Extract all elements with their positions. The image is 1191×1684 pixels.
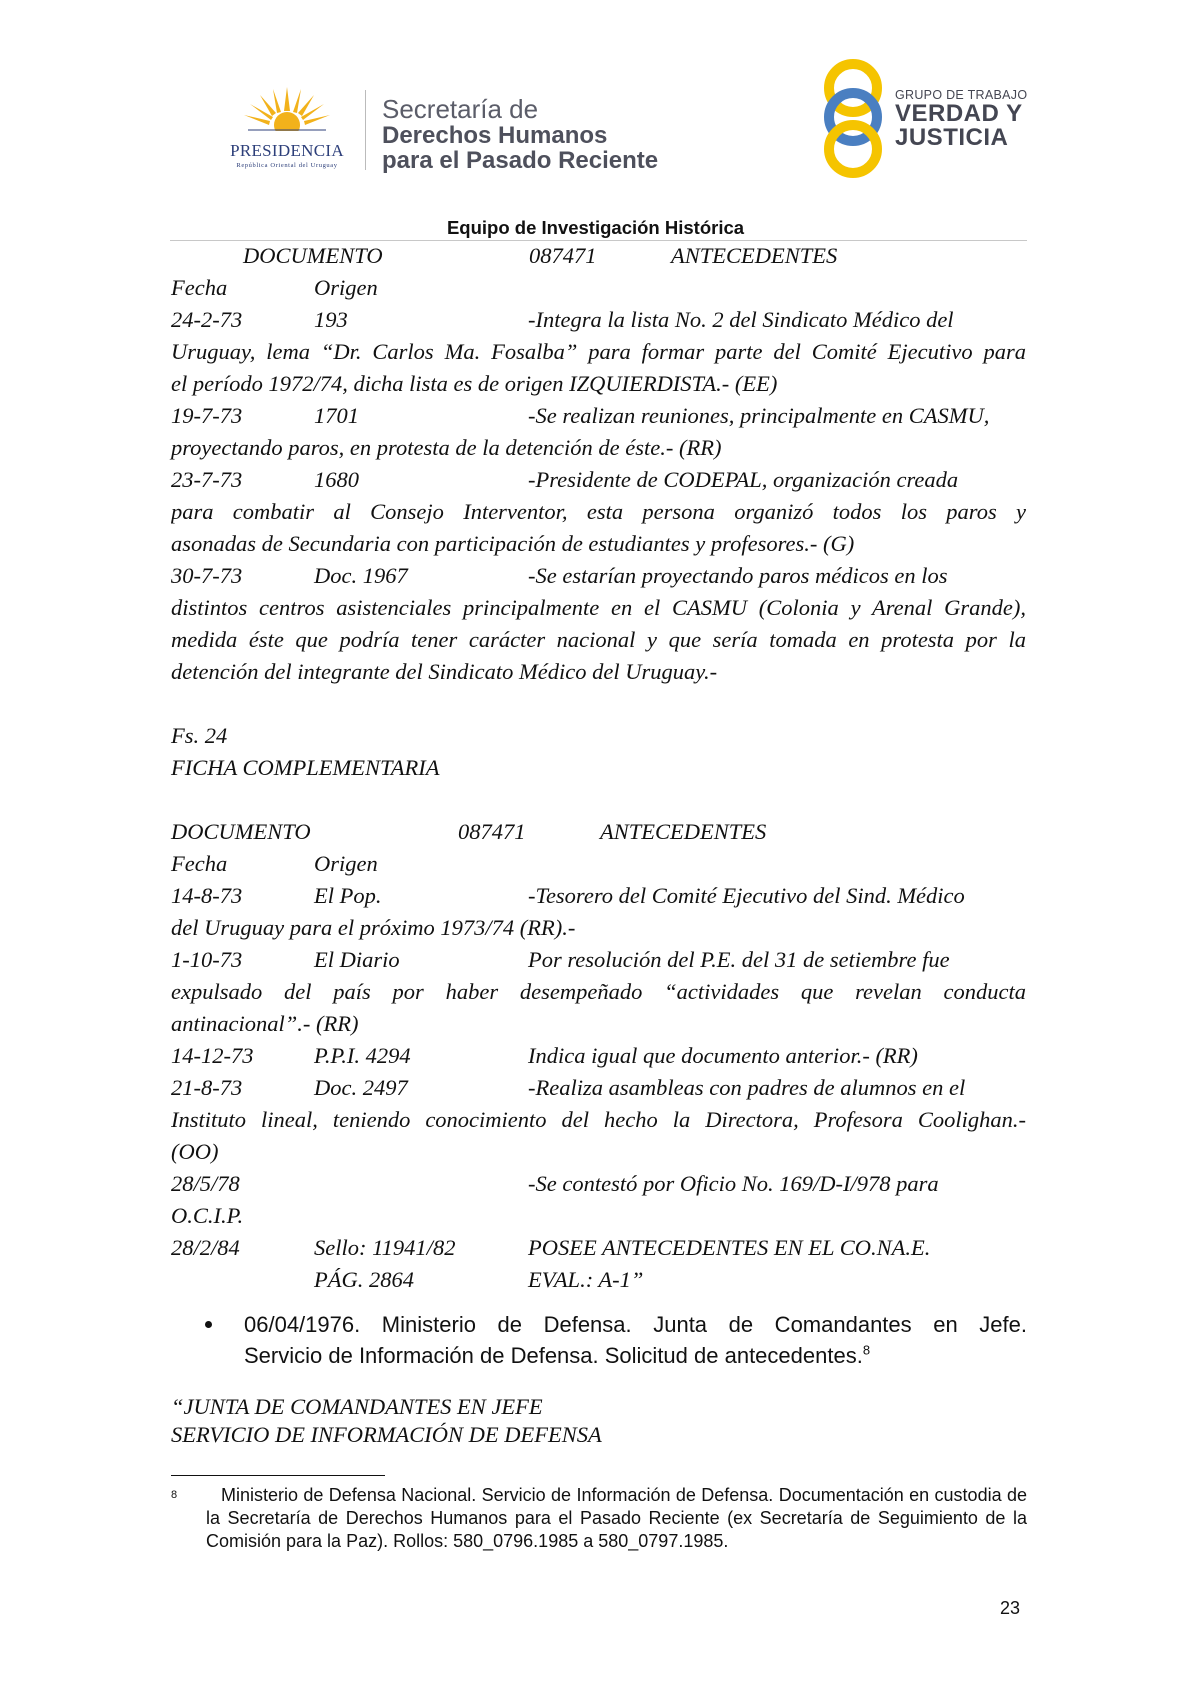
entry-date: 28/2/84 bbox=[171, 1235, 240, 1260]
entry-origin: El Pop. bbox=[314, 883, 382, 908]
entry-text: Indica igual que documento anterior.- (RR) bbox=[528, 1043, 918, 1068]
quote-heading bbox=[171, 1393, 602, 1449]
entry-text: POSEE ANTECEDENTES EN EL CO.NA.E. bbox=[528, 1235, 931, 1260]
entry-continuation: (OO) bbox=[171, 1139, 219, 1164]
col-origen: Origen bbox=[314, 851, 378, 876]
bullet-line-1: 06/04/1976. Ministerio de Defensa. Junta de Comandantes en Jefe. bbox=[244, 1312, 1027, 1337]
record-header bbox=[171, 240, 1026, 272]
entry-date: 24-2-73 bbox=[171, 307, 243, 332]
secretaria-line-2: Derechos Humanos bbox=[382, 122, 608, 149]
presidencia-name: PRESIDENCIA bbox=[230, 141, 344, 160]
entry-continuation: medida éste que podría tener carácter nacional y que sería tomada en protesta por la bbox=[171, 627, 1026, 652]
col-origen: Origen bbox=[314, 275, 378, 300]
document-body bbox=[171, 240, 1026, 1296]
record-doc-number: 087471 bbox=[529, 243, 597, 268]
entry-text: -Integra la lista No. 2 del Sindicato Médico del bbox=[528, 307, 954, 332]
verdad-justicia-text bbox=[895, 88, 1027, 150]
entry-continuation: asonadas de Secundaria con participación de estudiantes y profesores.- (G) bbox=[171, 531, 855, 556]
record-doc-label: DOCUMENTO bbox=[243, 243, 383, 268]
entry-continuation: Uruguay, lema “Dr. Carlos Ma. Fosalba” para formar parte del Comité Ejecutivo para bbox=[171, 339, 1026, 364]
entry-row bbox=[171, 400, 1026, 432]
entry-text: -Tesorero del Comité Ejecutivo del Sind. Médico bbox=[528, 883, 965, 908]
column-headers bbox=[171, 848, 1026, 880]
entry-origin: 193 bbox=[314, 307, 348, 332]
entry-text: -Se estarían proyectando paros médicos en los bbox=[528, 563, 948, 588]
entry-text: -Realiza asambleas con padres de alumnos en el bbox=[528, 1075, 966, 1100]
record-doc-label: DOCUMENTO bbox=[171, 819, 311, 844]
footnote-number: 8 bbox=[171, 1489, 178, 1501]
logo-divider bbox=[365, 90, 366, 170]
secretaria-logo-text bbox=[382, 95, 658, 173]
entry-row bbox=[171, 944, 1026, 976]
record-doc-number: 087471 bbox=[458, 819, 526, 844]
entry-continuation: O.C.I.P. bbox=[171, 1203, 244, 1228]
page-header bbox=[0, 0, 1191, 240]
entry-date: 14-12-73 bbox=[171, 1043, 254, 1068]
entry-origin-extra: PÁG. 2864 bbox=[314, 1267, 414, 1292]
entry-date: 14-8-73 bbox=[171, 883, 243, 908]
entry-continuation: proyectando paros, en protesta de la detención de éste.- (RR) bbox=[171, 435, 722, 460]
entry-continuation: distintos centros asistenciales principalmente en el CASMU (Colonia y Arenal Grande), bbox=[171, 595, 1026, 620]
entry-text: -Presidente de CODEPAL, organización creada bbox=[528, 467, 959, 492]
entry-row bbox=[171, 1264, 1026, 1296]
grupo-line-1: GRUPO DE TRABAJO bbox=[895, 88, 1028, 102]
entry-row bbox=[171, 1040, 1026, 1072]
entry-origin: 1680 bbox=[314, 467, 359, 492]
entry-row bbox=[171, 1072, 1026, 1104]
entry-date: 30-7-73 bbox=[171, 563, 243, 588]
entry-row bbox=[171, 1232, 1026, 1264]
entry-date: 21-8-73 bbox=[171, 1075, 243, 1100]
secretaria-line-1: Secretaría de bbox=[382, 94, 539, 124]
entry-origin: Sello: 11941/82 bbox=[314, 1235, 456, 1260]
entry-text: -Se contestó por Oficio No. 169/D-I/978 para bbox=[528, 1171, 939, 1196]
entry-origin: Doc. 2497 bbox=[314, 1075, 408, 1100]
entry-continuation: detención del integrante del Sindicato Médico del Uruguay.- bbox=[171, 659, 718, 684]
secretaria-line-3: para el Pasado Reciente bbox=[382, 147, 659, 174]
footnote-text: Ministerio de Defensa Nacional. Servicio de Información de Defensa. Documentación en custodia de la Secretaría de Derechos Humanos para el Pasado Reciente (ex Secretaría de Seguimiento de la Comisión para la Paz). Rollos: 580_0796.1985 a 580_0797.1985. bbox=[206, 1485, 1027, 1551]
entry-continuation: para combatir al Consejo Interventor, esta persona organizó todos los paros y bbox=[171, 499, 1026, 524]
grupo-line-3: JUSTICIA bbox=[895, 124, 1009, 151]
entry-date: 23-7-73 bbox=[171, 467, 243, 492]
col-fecha: Fecha bbox=[171, 851, 228, 876]
entry-row bbox=[171, 1168, 1026, 1200]
record-ant-label: ANTECEDENTES bbox=[671, 243, 838, 268]
bullet-line-2-text: Servicio de Información de Defensa. Solicitud de antecedentes. bbox=[244, 1343, 863, 1368]
footnote-reference[interactable]: 8 bbox=[862, 1342, 871, 1358]
presidencia-logo bbox=[212, 85, 362, 175]
entry-continuation: el período 1972/74, dicha lista es de origen IZQUIERDISTA.- (EE) bbox=[171, 371, 778, 396]
entry-row bbox=[171, 560, 1026, 592]
quote-line-2: SERVICIO DE INFORMACIÓN DE DEFENSA bbox=[171, 1422, 602, 1447]
sun-icon bbox=[240, 85, 334, 143]
entry-row bbox=[171, 464, 1026, 496]
entry-date: 1-10-73 bbox=[171, 947, 243, 972]
entry-origin: 1701 bbox=[314, 403, 359, 428]
entry-continuation: expulsado del país por haber desempeñado “actividades que revelan conducta bbox=[171, 979, 1026, 1004]
team-title: Equipo de Investigación Histórica bbox=[446, 217, 745, 238]
entry-text: -Se realizan reuniones, principalmente en CASMU, bbox=[528, 403, 990, 428]
entry-continuation: Instituto lineal, teniendo conocimiento del hecho la Directora, Profesora Coolighan.- bbox=[171, 1107, 1026, 1132]
footnote-separator bbox=[171, 1475, 385, 1476]
entry-date: 28/5/78 bbox=[171, 1171, 240, 1196]
presidencia-subtitle: República Oriental del Uruguay bbox=[236, 162, 338, 169]
entry-continuation: del Uruguay para el próximo 1973/74 (RR).- bbox=[171, 915, 576, 940]
entry-origin: Doc. 1967 bbox=[314, 563, 408, 588]
entry-text-extra: EVAL.: A-1” bbox=[528, 1267, 644, 1292]
bullet-icon bbox=[205, 1321, 212, 1328]
entry-text: Por resolución del P.E. del 31 de setiembre fue bbox=[528, 947, 950, 972]
entry-date: 19-7-73 bbox=[171, 403, 243, 428]
entry-continuation: antinacional”.- (RR) bbox=[171, 1011, 359, 1036]
entry-row bbox=[171, 304, 1026, 336]
record-ant-label: ANTECEDENTES bbox=[600, 819, 767, 844]
column-headers bbox=[171, 272, 1026, 304]
folio-label: Fs. 24 bbox=[171, 723, 228, 748]
entry-origin: El Diario bbox=[314, 947, 400, 972]
quote-line-1: “JUNTA DE COMANDANTES EN JEFE bbox=[171, 1394, 543, 1419]
ficha-title: FICHA COMPLEMENTARIA bbox=[171, 755, 440, 780]
entry-origin: P.P.I. 4294 bbox=[314, 1043, 411, 1068]
col-fecha: Fecha bbox=[171, 275, 228, 300]
bullet-line-2 bbox=[244, 1340, 1027, 1371]
grupo-line-2: VERDAD Y bbox=[895, 100, 1023, 127]
record-header bbox=[171, 816, 1026, 848]
entry-row bbox=[171, 880, 1026, 912]
page-number: 23 bbox=[1000, 1598, 1021, 1618]
